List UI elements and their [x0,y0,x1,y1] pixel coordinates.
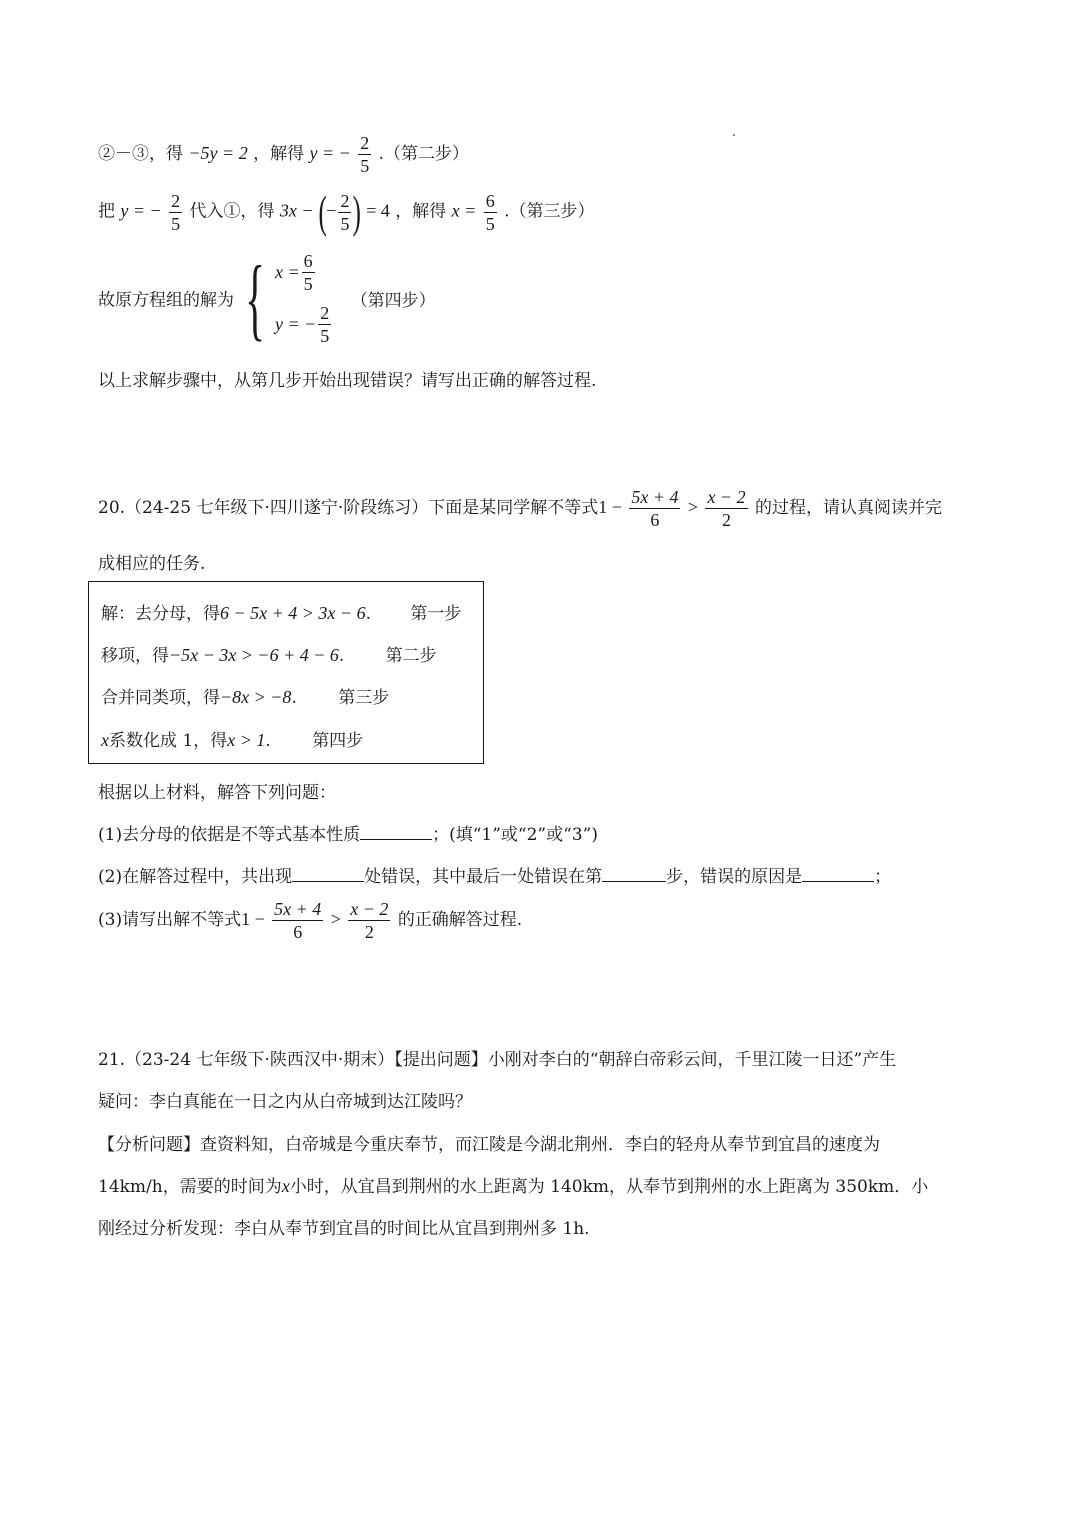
step3-substitute-text: 代入①，得 [189,201,275,222]
q20-ineq-one: 1 − [598,497,622,517]
step3-expression: 3x − [279,200,314,221]
q19-question: 以上求解步骤中，从第几步开始出现错误？请写出正确的解答过程. [98,371,597,391]
system-brace: { [245,247,266,349]
q19-step4 [98,246,436,350]
step-label-1: 第一步 [410,604,462,624]
step3-text: 把 [98,201,115,222]
q21-line3: 【分析问题】查资料知，白帝城是今重庆奉节，而江陵是今湖北荆州．李白的轻舟从奉节到宜昌的速度为 [98,1135,880,1155]
step3-y: y = − [120,200,162,221]
q21-line2: 疑问：李白真能在一日之内从白帝城到达江陵吗？ [98,1092,472,1112]
step-label-2: 第二步 [385,646,437,666]
q20-part1: (1)去分母的依据是不等式基本性质 ；(填“1”或“2”或“3”) [98,825,598,845]
part3-right-fraction: $\frac{x - 2}{2}$ [350,899,389,942]
q20-part3: (3)请写出解不等式1 − $\frac{5x + 4}{6}$ > $\frac{x - 2}{2}$ 的正确解答过程. [98,899,523,942]
q21-line4: 14km/h，需要的时间为x小时，从宜昌到荆州的水上距离为 140km，从奉节到荆州的水上距离为 350km．小 [98,1176,929,1197]
system-row-y: y = − $\frac{2}{5}$ [274,302,330,346]
q19-step2 [98,132,469,177]
q21-line1: 21.（23-24 七年级下·陕西汉中·期末）【提出问题】小刚对李白的“朝辞白帝彩云间，千里江陵一日还”产生 [98,1050,897,1070]
step4-label: （第四步） [350,290,436,311]
blank-1[interactable] [360,823,432,840]
q21-line5: 刚经过分析发现：李白从奉节到宜昌的时间比从宜昌到荆州多 1h. [98,1219,590,1239]
right-paren: ) [352,186,362,237]
system-row-x: x = $\frac{6}{5}$ [274,250,313,294]
step-label-3: 第三步 [338,688,390,708]
step2-text: ②－③，得 [98,144,183,164]
solution-system [275,246,333,350]
step2-label: .（第二步） [378,144,470,164]
step2-fraction: $\frac{2}{5}$ [360,133,370,176]
box-row-1: 解：去分母，得6 − 5x + 4 > 3x − 6. 第一步 [101,603,462,624]
step2-solve-text: ，解得 [253,144,305,164]
step3-x-fraction: $\frac{6}{5}$ [485,190,495,234]
step3-inner-fraction: $\frac{2}{5}$ [340,190,350,234]
q20-header-line2: 成相应的任务. [98,554,206,574]
q20-header [98,486,942,531]
box-row-2: 移项，得−5x − 3x > −6 + 4 − 6. 第二步 [101,645,437,666]
blank-2[interactable] [292,865,364,882]
q20-intro: 20.（24-25 七年级下·四川遂宁·阶段练习）下面是某同学解不等式 [98,498,599,518]
q20-part2: (2)在解答过程中，共出现 处错误，其中最后一处错误在第 步，错误的原因是 ； [98,867,892,887]
step3-x: x = [451,200,477,221]
q20-intro-questions: 根据以上材料，解答下列问题： [98,783,336,803]
step3-equals: = 4 [366,200,390,221]
q20-ineq-right-fraction: $\frac{x - 2}{2}$ [707,487,746,530]
step2-equation: −5y = 2 [188,143,248,163]
step3-inner-sign: − [326,200,337,221]
step3-y-fraction: $\frac{2}{5}$ [171,190,181,234]
box-row-4: x系数化成 1，得x > 1. 第四步 [101,730,364,751]
left-paren: ( [318,186,327,237]
scan-speck [733,134,735,136]
step2-result: y = − [309,143,351,163]
step-label-4: 第四步 [312,731,364,751]
box-row-3: 合并同类项，得−8x > −8. 第三步 [101,687,390,708]
part3-left-fraction: $\frac{5x + 4}{6}$ [274,899,322,942]
q20-intro-tail: 的过程，请认真阅读并完 [754,498,942,518]
q20-ineq-left-fraction: $\frac{5x + 4}{6}$ [631,487,679,530]
blank-3[interactable] [602,865,666,882]
step3-solve-text: ，解得 [395,201,447,222]
q19-step3 [98,188,595,236]
blank-4[interactable] [802,865,874,882]
step4-text: 故原方程组的解为 [98,290,234,311]
q20-ineq-gt: > [687,497,699,517]
step3-label: .（第三步） [504,201,595,222]
